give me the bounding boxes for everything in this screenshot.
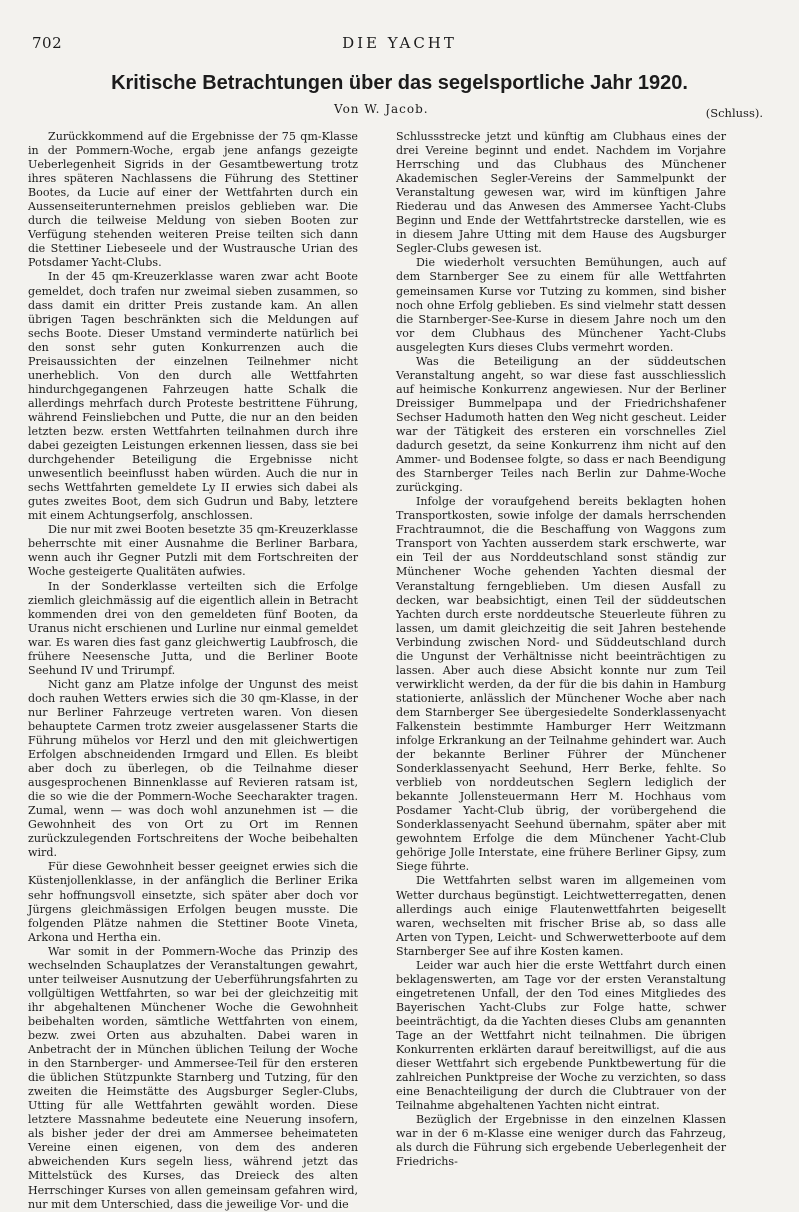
paragraph: In der 45 qm-Kreuzerklasse waren zwar acht Boote gemeldet, doch trafen nur zweimal sieben zusammen, so dass damit ein dritter Preis zustande kam. An allen übrigen Tagen beschränkten sich die Meldungen auf sechs Boote. Dieser Umstand verminderte natürlich bei den sonst sehr guten Konkurrenzen auch die Preisaussichten der einzelnen Teilnehmer nicht unerheblich. Von den durch alle Wettfahrten hindurchgegangenen Fahrzeugen hatte Schalk die allerdings mehrfach durch Proteste bestrittene Führung, während Feinsliebchen und Putte, die nur an den beiden letzten bezw. ersten Wettfahrten teilnahmen durch ihre dabei gezeigten Leistungen erkennen liessen, dass sie bei durchgehender Beteiligung die Ergebnisse nicht unwesentlich beeinflusst haben würden. Auch die nur in sechs Wettfahrten gemeldete Ly II erwies sich dabei als gutes zweites Boot, dem sich Gudrun und Baby, letztere mit einem Achtungserfolg, anschlossen. [28, 270, 358, 523]
byline-row [32, 102, 763, 120]
paragraph: Nicht ganz am Platze infolge der Ungunst des meist doch rauhen Wetters erwies sich die 30 qm-Klasse, in der nur Berliner Fahrzeuge vertreten waren. Von diesen behauptete Carmen trotz zweier ausgelassener Starts die Führung mühelos vor Herzl und den mit gleichwertigen Erfolgen abschneidenden Irmgard und Ellen. Es bleibt aber doch zu überlegen, ob die Teilnahme dieser ausgesprochenen Binnenklasse auf Revieren ratsam ist, die so wie die der Pommern-Woche Seecharakter tragen. Zumal, wenn — was doch wohl anzunehmen ist — die Gewohnheit des von Ort zu Ort im Rennen zurückzulegenden Fortschreitens der Woche beibehalten wird. [28, 677, 358, 860]
running-head: DIE YACHT [342, 34, 457, 52]
paragraph: In der Sonderklasse verteilten sich die Erfolge ziemlich gleichmässig auf die eigentlich allein in Betracht kommenden drei von den gemeldeten fünf Booten, da Uranus nicht erschienen und Lurline nur einmal gemeldet war. Es waren dies fast ganz gleichwertig Laubfrosch, die frühere Neesensche Jutta, und die Berliner Boote Seehund IV und Trirumpf. [28, 579, 358, 677]
continuation-note: (Schluss). [705, 106, 763, 120]
paragraph: Was die Beteiligung an der süddeutschen Veranstaltung angeht, so war diese fast ausschliesslich auf heimische Konkurrenz angewiesen. Nur der Berliner Dreissiger Bummelpapa und der Friedrichshafener Sechser Hadumoth hatten den Weg nicht gescheut. Leider war der Tätigkeit des ersteren ein vorschnelles Ziel dadurch gesetzt, da seine Konkurrenz ihm nicht auf den Ammer- und Bodensee folgte, so dass er nach Beendigung des Starnberger Teiles nach Berlin zur Dahme-Woche zurückging. [396, 354, 726, 495]
paragraph: Schlussstrecke jetzt und künftig am Clubhaus eines der drei Vereine beginnt und endet. Nachdem im Vorjahre Herrsching und das Clubhaus des Münchener Akademischen Segler-Vereins der Sammelpunkt der Veranstaltung gewesen war, wird im künftigen Jahre Riederau und das Anwesen des Ammersee Yacht-Clubs Beginn und Ende der Wettfahrtstrecke darstellen, wie es in diesem Jahre Utting mit dem Hause des Augsburger Segler-Clubs gewesen ist. [396, 130, 726, 256]
article-title: Kritische Betrachtungen über das segelsportliche Jahr 1920. [111, 72, 688, 94]
page-number: 702 [32, 34, 63, 52]
paragraph: War somit in der Pommern-Woche das Prinzip des wechselnden Schauplatzes der Veranstaltungen gewahrt, unter teilweiser Ausnutzung der Ueberführungsfahrten zu vollgültigen Wettfahrten, so war bei der gleichzeitig mit ihr abgehaltenen Münchener Woche die Gewohnheit beibehalten worden, sämtliche Wettfahrten von einem, bezw. zwei Orten aus abzuhalten. Dabei waren in Anbetracht der in München üblichen Teilung der Woche in den Starnberger- und Ammersee-Teil für den ersteren die üblichen Stützpunkte Starnberg und Tutzing, für den zweiten die Heimstätte des Augsburger Segler-Clubs, Utting für alle Wettfahrten gewählt worden. Diese letztere Massnahme bedeutete eine Neuerung insofern, als bisher jeder der drei am Ammersee beheimateten Vereine einen eigenen, von dem des anderen abweichenden Kurs segeln liess, während jetzt das Mittelstück des Kurses, das Dreieck des alten Herrschinger Kurses von allen gemeinsam gefahren wird, nur mit dem Unterschied, dass die jeweilige Vor- und die [28, 944, 358, 1211]
paragraph: Die nur mit zwei Booten besetzte 35 qm-Kreuzerklasse beherrschte mit einer Ausnahme die Berliner Barbara, wenn auch ihr Gegner Putzli mit dem Fortschreiten der Woche gesteigerte Qualitäten aufwies. [28, 523, 358, 579]
paragraph: Die wiederholt versuchten Bemühungen, auch auf dem Starnberger See zu einem für alle Wettfahrten gemeinsamen Kurse vor Tutzing zu kommen, sind bisher noch ohne Erfolg geblieben. Es sind vielmehr statt dessen die Starnberger-See-Kurse in diesem Jahre noch um den vor dem Clubhaus des Münchener Yacht-Clubs ausgelegten Kurs dieses Clubs vermehrt worden. [396, 256, 726, 354]
left-column [28, 130, 358, 1212]
paragraph: Bezüglich der Ergebnisse in den einzelnen Klassen war in der 6 m-Klasse eine weniger durch das Fahrzeug, als durch die Führung sich ergebende Ueberlegenheit der Friedrichs- [396, 1113, 726, 1169]
paragraph: Infolge der voraufgehend bereits beklagten hohen Transportkosten, sowie infolge der damals herrschenden Frachtraumnot, die die Beschaffung von Waggons zum Transport von Yachten ausserdem stark erschwerte, war ein Teil der aus Norddeutschland sonst ständig zur Münchener Woche gehenden Yachten diesmal der Veranstaltung ferngeblieben. Um diesen Ausfall zu decken, war beabsichtigt, einen Teil der süddeutschen Yachten durch erste norddeutsche Steuerleute führen zu lassen, um damit gleichzeitig die seit Jahren bestehende Verbindung zwischen Nord- und Süddeutschland durch die Ungunst der Verhältnisse nicht beeinträchtigen zu lassen. Aber auch diese Absicht konnte nur zum Teil verwirklicht werden, da der für die bis dahin in Hamburg stationierte, anlässlich der Münchener Woche aber nach dem Starnberger See übergesiedelte Sonderklassenyacht Falkenstein bestimmte Hamburger Herr Weitzmann infolge Erkrankung an der Teilnahme gehindert war. Auch der bekannte Berliner Führer der Münchener Sonderklassenyacht Seehund, Herr Berke, fehlte. So verblieb von norddeutschen Seglern lediglich der bekannte Jollensteuermann Herr M. Hochhaus vom Posdamer Yacht-Club übrig, der vorübergehend die Sonderklassenyacht Seehund übernahm, später aber mit gewohntem Erfolge die dem Münchener Yacht-Club gehörige Jolle Interstate, eine frühere Berliner Gipsy, zum Siege führte. [396, 495, 726, 874]
byline: Von W. Jacob. [334, 102, 429, 116]
paragraph: Leider war auch hier die erste Wettfahrt durch einen beklagenswerten, am Tage vor der ersten Veranstaltung eingetretenen Unfall, der den Tod eines Mitgliedes des Bayerischen Yacht-Clubs zur Folge hatte, schwer beeinträchtigt, da die Yachten dieses Clubs am genannten Tage an der Wettfahrt nicht teilnahmen. Die übrigen Konkurrenten erklärten darauf bereitwilligst, auf die aus dieser Wettfahrt sich ergebende Punktbewertung für die zahlreichen Punktpreise der Woche zu verzichten, so dass eine Benachteiligung der durch die Clubtrauer von der Teilnahme abgehaltenen Yachten nicht eintrat. [396, 958, 726, 1113]
paragraph: Für diese Gewohnheit besser geeignet erwies sich die Küstenjollenklasse, in der anfänglich die Berliner Erika sehr hoffnungsvoll einsetzte, sich später aber doch vor Jürgens gleichmässigen Erfolgen beugen musste. Die folgenden Plätze nahmen die Stettiner Boote Vineta, Arkona und Hertha ein. [28, 860, 358, 944]
right-column [396, 130, 726, 1169]
paragraph: Die Wettfahrten selbst waren im allgemeinen vom Wetter durchaus begünstigt. Leichtwetterregatten, denen allerdings auch einige Flautenwettfahrten beigesellt waren, wechselten mit frischer Brise ab, so dass alle Arten von Typen, Leicht- und Schwerwetterboote auf dem Starnberger See auf ihre Kosten kamen. [396, 874, 726, 958]
paragraph: Zurückkommend auf die Ergebnisse der 75 qm-Klasse in der Pommern-Woche, ergab jene anfangs gezeigte Ueberlegenheit Sigrids in der Gesamtbewertung trotz ihres späteren Nachlassens die Führung des Stettiner Bootes, da Lucie auf einer der Wettfahrten durch ein Aussenseiterunternehmen preislos geblieben war. Die durch die teilweise Meldung von sieben Booten zur Verfügung stehenden weiteren Preise teilten sich dann die Stettiner Liebeseele und der Wustrausche Urian des Potsdamer Yacht-Clubs. [28, 130, 358, 270]
